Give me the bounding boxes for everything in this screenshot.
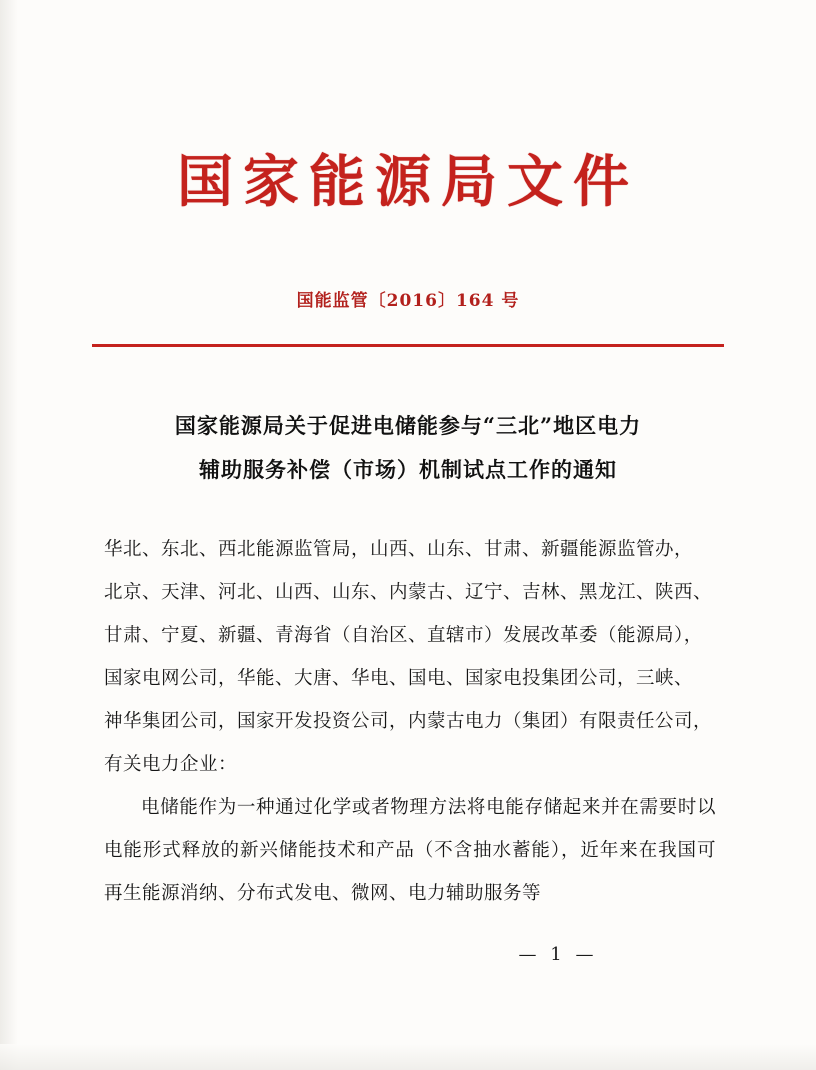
recipient-line: 国家电网公司，华能、大唐、华电、国电、国家电投集团公司，三峡、	[104, 668, 694, 689]
recipient-line: 神华集团公司，国家开发投资公司，内蒙古电力（集团）有限责任公司，	[104, 711, 713, 732]
recipient-line: 甘肃、宁夏、新疆、青海省（自治区、直辖市）发展改革委（能源局），	[104, 625, 703, 646]
page-footer-number	[0, 944, 816, 965]
document-body	[104, 528, 716, 915]
document-title	[108, 404, 708, 492]
red-divider-rule	[92, 344, 724, 347]
document-title-line-1: 国家能源局关于促进电储能参与“三北”地区电力	[174, 413, 642, 438]
document-serial-number: 国能监管〔2016〕164 号	[296, 291, 520, 311]
page-number-label: — 1 —	[518, 944, 598, 965]
recipient-line: 华北、东北、西北能源监管局，山西、山东、甘肃、新疆能源监管办，	[104, 539, 694, 560]
recipient-line: 北京、天津、河北、山西、山东、内蒙古、辽宁、吉林、黑龙江、陕西、	[104, 582, 713, 603]
document-masthead-title: 国家能源局文件	[177, 149, 639, 215]
body-paragraph-1: 电储能作为一种通过化学或者物理方法将电能存储起来并在需要时以电能形式释放的新兴储能技术和产品（不含抽水蓄能），近年来在我国可再生能源消纳、分布式发电、微网、电力辅助服务等	[104, 797, 716, 904]
scan-shadow-bottom	[0, 1044, 816, 1070]
document-title-line-2: 辅助服务补偿（市场）机制试点工作的通知	[199, 457, 617, 482]
recipient-line: 有关电力企业：	[104, 754, 238, 775]
